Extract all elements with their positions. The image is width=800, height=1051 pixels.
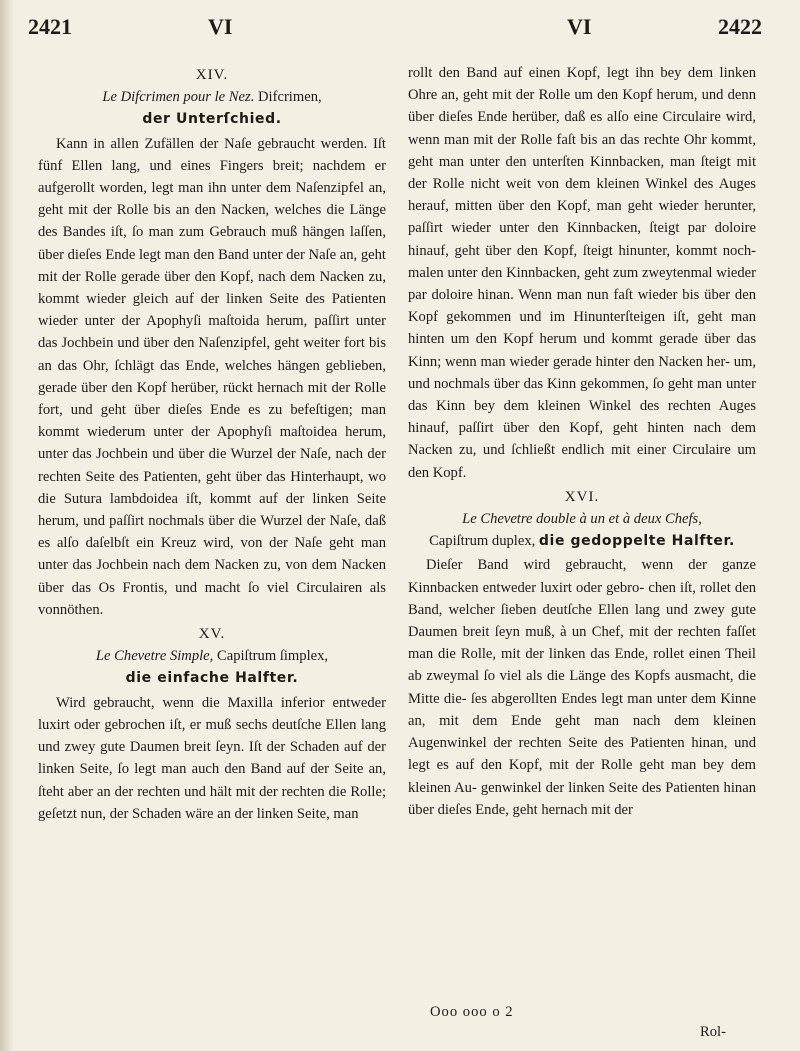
section-14-title-latin: Difcrimen, — [258, 89, 322, 106]
section-16-body: Dieſer Band wird gebraucht, wenn der ganze Kinnbacken entweder luxirt oder gebro- chen iſt, rollet den Band, welcher ſieben deutſche Ellen lang und zwey gute Daumen breit ſeyn muß, à un Chef, mit der rechten faſſet man die Rolle, mit der linken das Ende, rollet einen Theil ab zweymal ſo viel als die Länge des Kopfs ausmacht, die Mitte die- ſes abgerollten Endes legt man unter dem Kinne an, mit dem Ende geht man nach dem kleinen Augenwinkel der rechten Seite des Patienten hinan, und legt es auf den Kopf, mit der Rolle geht man bey dem kleinen Au- genwinkel der linken Seite des Patienten hinan über dieſes Ende, geht hernach mit der — [408, 557, 756, 818]
section-14-title — [38, 86, 386, 108]
section-14-number: XIV. — [195, 67, 229, 83]
section-14-title-french: Le Difcrimen pour le Nez. — [102, 89, 255, 106]
right-column — [408, 62, 756, 823]
section-16-subtitle — [408, 530, 756, 552]
continued-paragraph: rollt den Band auf einen Kopf, legt ihn bey dem linken Ohre an, geht mit der Rolle um den Kopf herum, und denn über dieſes Ende herüber, daß es alſo eine Circulaire wird, wenn man mit der Rolle faſt bis an das rechte Ohr kommt, geht man unter den unterſten Kinnbacken, man ſteigt mit der Rolle nicht weit von dem kleinen Winkel des Auges herauf, mitten über den Kopf, man geht wieder herunter, paſſirt wieder unter den Kinnbacken, ſteigt par doloire hinauf, geht über den Kopf, ſteigt hinunter, kommt noch- malen unter den Kinnbacken, geht zum zweytenmal wieder par doloire hinan. Wenn man nun faſt wieder bis über den Kopf gekommen und im Hinunterſteigen iſt, geht man hinten um den Kopf herum und kommt gerade über das Kinn; wenn man wieder gerade hinter den Nacken her- um, und nochmals über das Kinn gekommen, ſo geht man unter das Kinn bey dem kleinen Winkel des rechten Auges hinauf, paſſirt über den Kopf, geht hinten nach dem Nacken zu, und ſchließt endlich mit einer Circulaire um den Kopf. — [408, 65, 756, 481]
section-16-number: XVI. — [564, 488, 600, 505]
section-15-title-latin: Capiſtrum ſimplex, — [216, 648, 329, 665]
section-15-title — [38, 645, 386, 667]
section-15-subtitle — [38, 667, 386, 689]
section-16-title-german: die gedoppelte Halfter. — [538, 533, 735, 550]
catchword: Rol- — [700, 1024, 726, 1040]
section-16-title — [408, 508, 756, 530]
section-15-number: XV. — [198, 626, 226, 643]
left-column — [38, 62, 386, 827]
section-16-title-latin: Capiſtrum duplex, — [429, 533, 536, 550]
section-14-subtitle — [38, 108, 386, 130]
signature-mark: Ooo ooo o 2 — [430, 1004, 514, 1020]
section-15-title-german: die einfache Halfter. — [125, 670, 299, 687]
section-14-body: Kann in allen Zufällen der Naſe gebraucht werden. Iſt fünf Ellen lang, und eines Fingers breit; nachdem er aufgerollt worden, legt man ihn unter dem Naſenzipfel an, geht mit der Rolle bis an den Nacken, welches die Länge des Bandes iſt, ſo man zum Gebrauch muß hängen laſſen, über dieſes Ende legt man den Band unter der Naſe an, geht mit der Rolle gerade über den Kopf, nach dem Nacken zu, kommt wieder gleich auf der linken Seite des Patienten wieder unter der Apophyſi maſtoida herum, paſſirt unter das Jochbein und über den Naſenzipfel, geht weiter fort bis an das Ohr, ſchlägt das Ende, welches hängen geblieben, gerade über den Kopf herüber, rückt hernach mit der Rolle fort, und geht über dieſes Ende es zu befeſtigen; man kommt wiederum unter der Apophyſi maſtoidea herum, unter das Jochbein und über die Wurzel der Naſe, nach der rechten Seite des Patienten, geht über das Hinterhaupt, wo die Sutura lambdoidea iſt, kommt auf der linken Seite herum, und paſſirt nochmals über die Wurzel der Naſe, daß es alſo daſelbſt ein Kreuz wird, von der Naſe geht man unter das Jochbein nach dem Nacken zu, von dem Nacken über das Os Frontis, und macht ſo viel Circulairen als vonnöthen. — [38, 135, 386, 618]
section-14-title-german: der Unterſchied. — [142, 111, 282, 128]
right-roman-numeral: VI — [567, 14, 592, 39]
section-15-body: Wird gebraucht, wenn die Maxilla inferior entweder luxirt oder gebrochen iſt, er muß sechs deutſche Ellen lang und zwey gute Daumen breit ſeyn. Iſt der Schaden auf der linken Seite, ſo legt man auch den Band auf der Seite an, ſteht aber an der rechten und hält mit der rechten die Rolle; geſetzt nun, der Schaden wäre an der linken Seite, man — [38, 694, 386, 822]
running-header — [0, 14, 800, 40]
left-roman-numeral: VI — [208, 14, 233, 39]
left-page-number: 2421 — [28, 14, 72, 39]
right-page-number: 2422 — [718, 14, 762, 39]
section-15-title-french: Le Chevetre Simple, — [95, 648, 214, 665]
section-16-title-french: Le Chevetre double à un et à deux Chefs, — [462, 511, 702, 528]
